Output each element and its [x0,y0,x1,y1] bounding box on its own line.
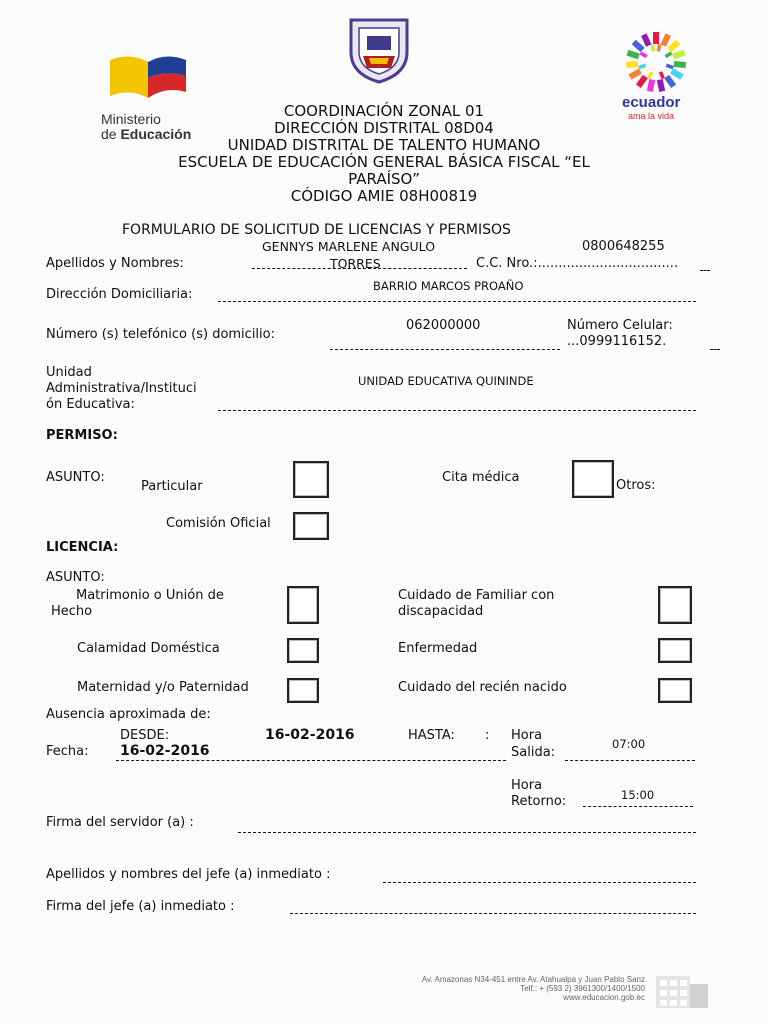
hora-retorno-value: 15:00 [621,788,655,802]
cuidado-familiar-label-2: discapacidad [398,604,484,619]
form-title: FORMULARIO DE SOLICITUD DE LICENCIAS Y PERMISOS [122,222,511,238]
celular-label: Número Celular: [567,318,673,333]
matrimonio-label-1: Matrimonio o Unión de [76,588,224,603]
ministerio-line1: Ministerio [101,111,161,127]
telefono-label: Número (s) telefónico (s) domicilio: [46,327,275,342]
direccion-line[interactable] [218,301,696,302]
calamidad-checkbox[interactable] [287,638,319,663]
ministerio-line2b: Educación [120,126,192,142]
fecha-value: 16-02-2016 [120,743,210,759]
direccion-label: Dirección Domiciliaria: [46,287,193,302]
unidad-value: UNIDAD EDUCATIVA QUININDE [358,374,534,388]
unidad-line[interactable] [218,410,696,411]
telefono-value: 062000000 [406,318,481,333]
unidad-label-3: ón Educativa: [46,397,135,412]
nombres-line[interactable] [252,268,467,269]
hora-salida-value: 07:00 [612,737,646,751]
fecha-line[interactable] [116,760,506,761]
comision-label: Comisión Oficial [166,516,271,531]
cc-line-end [700,270,710,271]
direccion-value: BARRIO MARCOS PROAÑO [373,279,524,293]
permiso-asunto-label: ASUNTO: [46,470,105,485]
ministerio-line2a: de [101,126,121,142]
cita-medica-label: Cita médica [442,470,520,485]
unidad-label-1: Unidad [46,365,92,380]
header-line6: CÓDIGO AMIE 08H00819 [290,187,478,205]
hora-salida-label-2: Salida: [511,745,556,760]
ausencia-label: Ausencia aproximada de: [46,707,211,722]
header-line2: DIRECCIÓN DISTRITAL 08D04 [274,119,494,137]
hora-salida-label-1: Hora [511,728,543,743]
cc-label: C.C. Nro.:.................................. [476,256,679,271]
cita-medica-checkbox[interactable] [572,460,614,498]
footer-line1: Av. Amazonas N34-451 entre Av. Atahualpa y Juan Pablo Sanz [421,975,645,984]
school-crest-logo [345,12,413,84]
header-line3: UNIDAD DISTRITAL DE TALENTO HUMANO [227,136,541,154]
footer-address [383,975,645,1002]
firma-servidor-label: Firma del servidor (a) : [46,815,194,830]
hora-retorno-label-2: Retorno: [511,794,567,809]
licencia-asunto-label: ASUNTO: [46,570,105,585]
hasta-label: HASTA: [408,728,455,743]
particular-label: Particular [141,479,203,494]
enfermedad-label: Enfermedad [398,641,478,656]
nombres-label: Apellidos y Nombres: [46,256,184,271]
jefe-firma-line[interactable] [290,913,696,914]
telefono-line[interactable] [330,349,560,350]
building-icon [652,970,712,1010]
cc-value: 0800648255 [582,239,665,254]
hasta-colon: : [485,728,490,743]
unidad-label-2: Administrativa/Instituci [46,381,197,396]
hora-salida-line[interactable] [565,760,695,761]
hora-retorno-line[interactable] [583,806,693,807]
maternidad-label: Maternidad y/o Paternidad [77,680,249,695]
matrimonio-label-2: Hecho [51,604,93,619]
crest-icon [345,12,413,84]
fecha-label: Fecha: [46,744,89,759]
nombres-value-1: GENNYS MARLENE ANGULO [262,239,436,254]
cuidado-familiar-label-1: Cuidado de Familiar con [398,588,555,603]
firma-servidor-line[interactable] [238,832,696,833]
comision-checkbox[interactable] [293,512,329,540]
hora-retorno-label-1: Hora [511,778,543,793]
cuidado-recien-checkbox[interactable] [658,678,692,703]
jefe-firma-label: Firma del jefe (a) inmediato : [46,899,235,914]
permiso-heading: PERMISO: [46,428,118,443]
ecuador-sun-icon [624,30,688,94]
desde-value: 16-02-2016 [265,727,355,743]
header-line1: COORDINACIÓN ZONAL 01 [283,102,485,120]
footer-line3: www.educacion.gob.ec [563,993,645,1002]
calamidad-label: Calamidad Doméstica [77,641,220,656]
jefe-nombres-line[interactable] [383,882,696,883]
matrimonio-checkbox[interactable] [287,586,319,624]
celular-line-end [710,349,720,350]
cuidado-recien-label: Cuidado del recién nacido [398,680,567,695]
licencia-heading: LICENCIA: [46,540,119,555]
otros-label: Otros: [616,478,656,493]
ecuador-slogan: ama la vida [628,111,675,121]
nombres-value-2: TORRES [330,256,381,271]
maternidad-checkbox[interactable] [287,678,319,703]
footer-line2: Telf.: + (593 2) 3961300/1400/1500 [520,984,645,993]
cuidado-familiar-checkbox[interactable] [658,586,692,624]
enfermedad-checkbox[interactable] [658,638,692,663]
header-line5: PARAÍSO” [348,170,420,188]
desde-label: DESDE: [120,728,170,743]
celular-value: ...0999116152. [567,334,667,349]
header-line4: ESCUELA DE EDUCACIÓN GENERAL BÁSICA FISCAL “EL [178,153,590,171]
particular-checkbox[interactable] [293,461,329,498]
jefe-nombres-label: Apellidos y nombres del jefe (a) inmediato : [46,867,331,882]
ecuador-name: ecuador [622,94,681,111]
